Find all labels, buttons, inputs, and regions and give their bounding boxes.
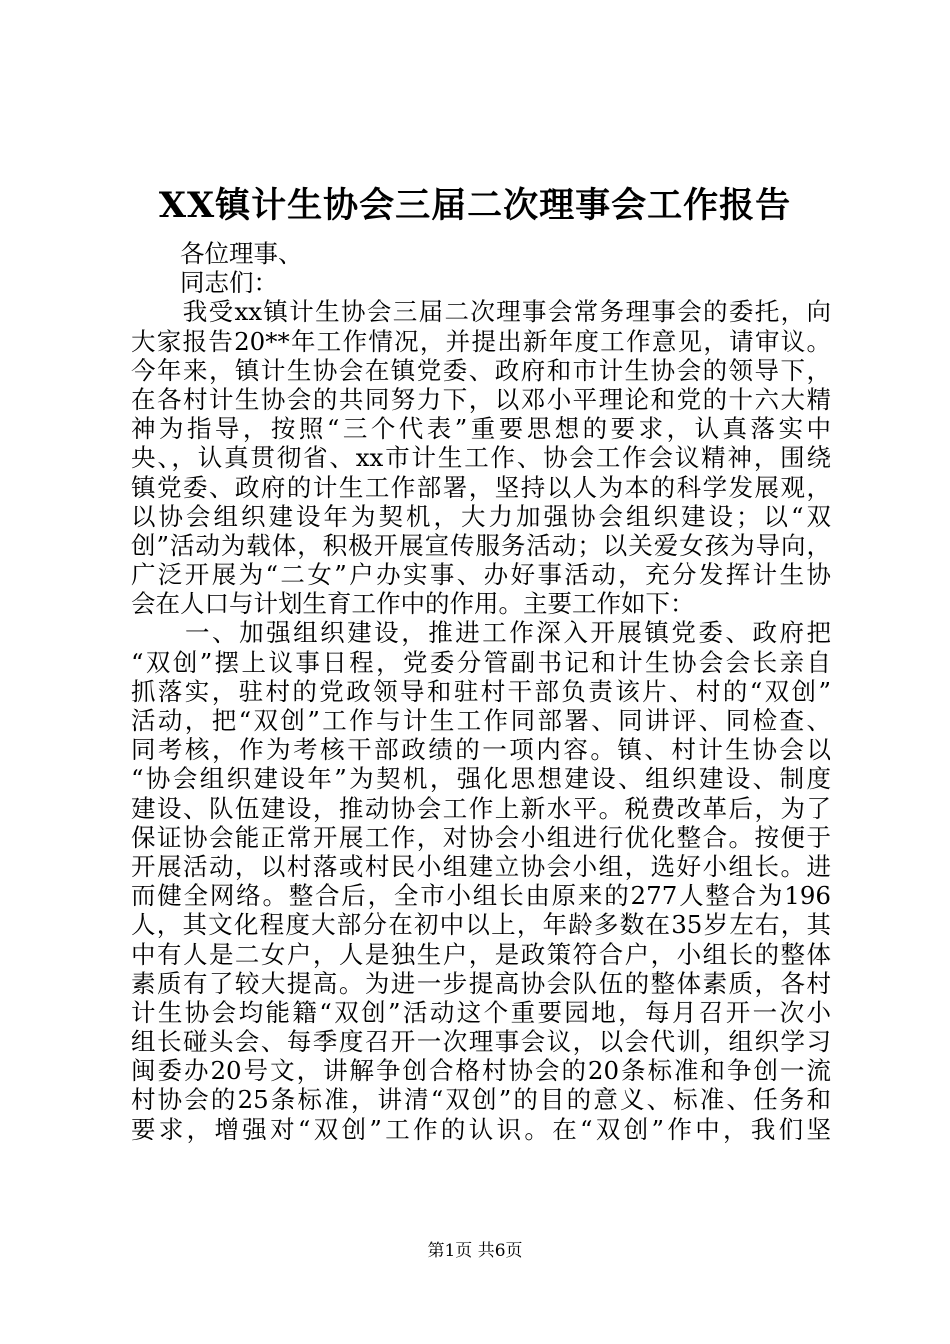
body-line: 建设、队伍建设，推动协会工作上新水平。税费改革后，为了 [131,793,831,823]
body-line: 开展活动，以村落或村民小组建立协会小组，选好小组长。进 [131,851,831,881]
body-line: “双创”摆上议事日程，党委分管副书记和计生协会会长亲自 [131,647,831,677]
body-line: 素质有了较大提高。为进一步提高协会队伍的整体素质，各村 [131,968,831,998]
body-line: 一、加强组织建设，推进工作深入开展镇党委、政府把 [131,618,831,648]
body-line: 各位理事、 [131,239,303,268]
body-line: 活动，把“双创”工作与计生工作同部署、同讲评、同检查、 [131,706,831,735]
body-line: 村协会的25条标准，讲清“双创”的目的意义、标准、任务和 [131,1085,831,1115]
body-line: 广泛开展为“二女”户办实事、办好事活动，充分发挥计生协 [131,560,831,590]
body-line: 保证协会能正常开展工作，对协会小组进行优化整合。按便于 [131,822,831,852]
document-body [131,239,831,1144]
body-line: 闽委办20号文，讲解争创合格村协会的20条标准和争创一流 [131,1056,831,1086]
body-line: 大家报告20**年工作情况，并提出新年度工作意见，请审议。 [131,326,831,356]
body-line: 要求，增强对“双创”工作的认识。在“双创”作中，我们坚 [131,1114,831,1144]
body-line: 镇党委、政府的计生工作部署，坚持以人为本的科学发展观， [131,472,831,502]
body-line: 创”活动为载体，积极开展宣传服务活动；以关爱女孩为导向， [131,530,831,560]
body-line: 而健全网络。整合后，全市小组长由原来的277人整合为196 [131,881,831,911]
body-line: 同考核，作为考核干部政绩的一项内容。镇、村计生协会以 [131,735,831,765]
body-line: 抓落实，驻村的党政领导和驻村干部负责该片、村的“双创” [131,676,831,706]
body-line: 同志们： [131,268,278,298]
body-line: 以协会组织建设年为契机，大力加强协会组织建设；以“双 [131,501,831,531]
body-line: 神为指导，按照“三个代表”重要思想的要求，认真落实中 [131,414,831,444]
body-line: 中有人是二女户，人是独生户，是政策符合户，小组长的整体 [131,939,831,969]
body-line: 在各村计生协会的共同努力下，以邓小平理论和党的十六大精 [131,384,831,414]
body-line: 今年来，镇计生协会在镇党委、政府和市计生协会的领导下， [131,355,831,385]
body-line: 计生协会均能籍“双创”活动这个重要园地，每月召开一次小 [131,997,831,1027]
body-line: “协会组织建设年”为契机，强化思想建设、组织建设、制度 [131,764,831,794]
page-footer: 第1页 共6页 [427,1241,523,1261]
body-line: 会在人口与计划生育工作中的作用。主要工作如下： [131,589,695,619]
body-line: 组长碰头会、每季度召开一次理事会议，以会代训，组织学习 [131,1027,831,1057]
body-line: 我受xx镇计生协会三届二次理事会常务理事会的委托，向 [131,297,831,327]
body-line: 央、，认真贯彻省、xx市计生工作、协会工作会议精神，围绕 [131,443,831,473]
body-line: 人，其文化程度大部分在初中以上，年龄多数在35岁左右，其 [131,910,831,940]
document-title: XX镇计生协会三届二次理事会工作报告 [158,185,792,226]
